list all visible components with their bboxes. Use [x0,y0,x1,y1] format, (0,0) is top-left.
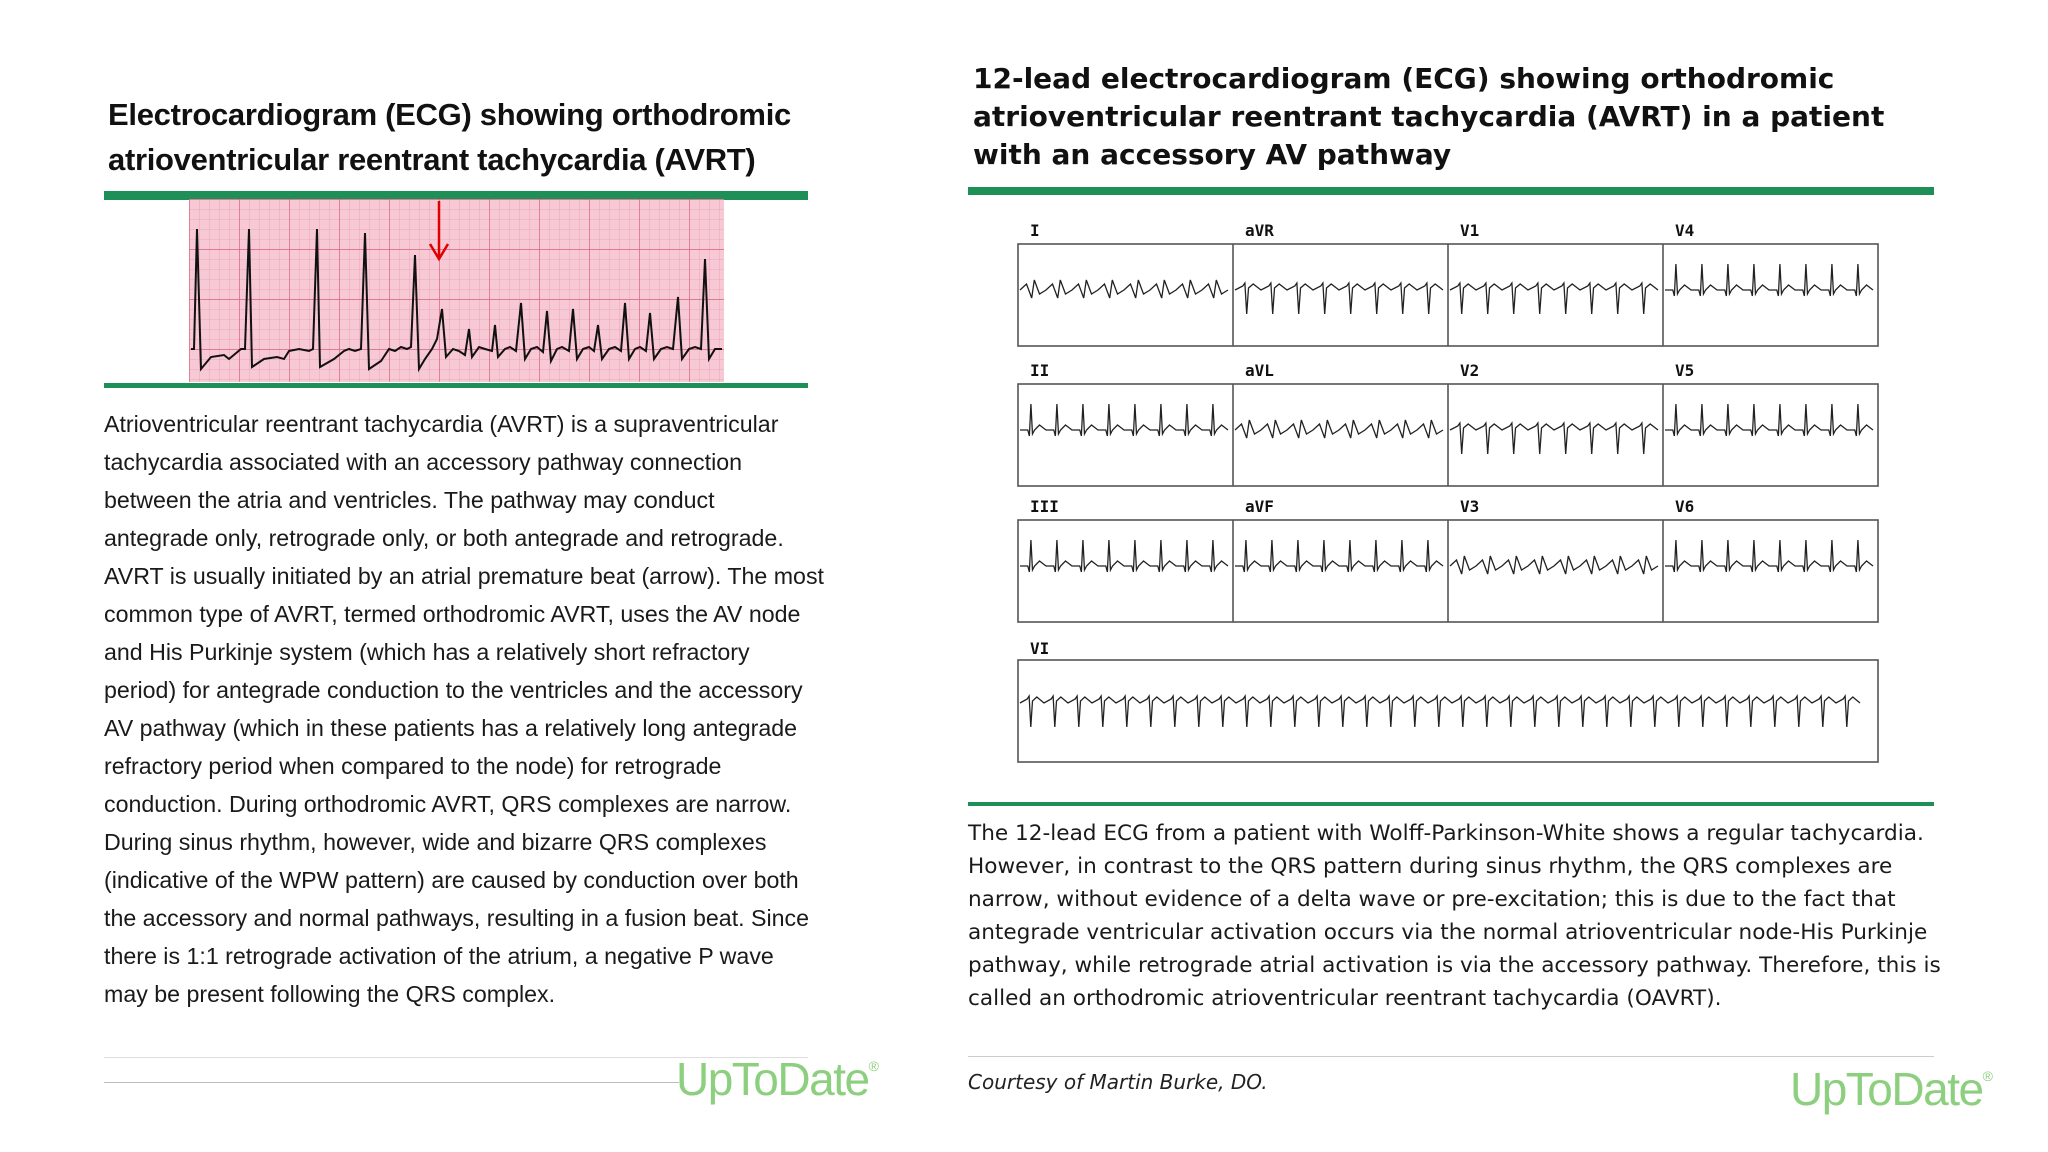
left-description: Atrioventricular reentrant tachycardia (AVRT) is a supraventricular tachycardia associated with an accessory pathway connection between the atria and ventricles. The pathway may conduct antegrade only, retrograde only, or both antegrade and retrograde. AVRT is usually initiated by an atrial premature beat (arrow). The most common type of AVRT, termed orthodromic AVRT, uses the AV node and His Purkinje system (which has a relatively short refractory period) for antegrade conduction to the ventricles and the accessory AV pathway (which in these patients has a relatively long antegrade refractory period when compared to the node) for retrograde conduction. During orthodromic AVRT, QRS complexes are narrow. During sinus rhythm, however, wide and bizarre QRS complexes (indicative of the WPW pattern) are caused by conduction over both the accessory and normal pathways, resulting in a fusion beat. Since there is 1:1 retrograde activation of the atrium, a negative P wave may be present following the QRS complex. [104,411,824,1007]
left-figure-panel [0,0,1000,1152]
lead-trace-v6 [1665,540,1873,572]
lead-trace-i [1020,280,1228,298]
lead-trace-avf [1235,540,1443,572]
lead-trace-ii [1020,404,1228,436]
right-footer-rule [968,1056,1934,1057]
lead-label-iii: III [1030,497,1059,516]
ecg-rhythm-frame [1018,660,1878,762]
lead-label-v5: V5 [1675,361,1695,380]
left-footer-rule [104,1082,679,1083]
lead-trace-v3 [1450,556,1658,574]
registered-mark: ® [1982,1068,1993,1084]
right-figure-divider [968,802,1934,806]
lead-label-v1: V1 [1460,221,1480,240]
uptodate-logo-text: UpToDate [1790,1063,1983,1115]
lead-label-avf: aVF [1245,497,1274,516]
lead-label-vi: VI [1030,639,1050,658]
right-figure-title: 12-lead electrocardiogram (ECG) showing orthodromic atrioventricular reentrant tachycardia (AVRT) in a patient with an accessory AV pathway [973,62,1885,171]
twelve-lead-ecg [1010,218,1890,770]
uptodate-logo [1790,1062,1993,1116]
lead-label-i: I [1030,221,1040,240]
lead-trace-iii [1020,540,1228,572]
lead-trace-v4 [1665,264,1873,296]
lead-trace-avr [1235,283,1443,314]
uptodate-logo [676,1052,879,1106]
registered-mark: ® [868,1058,879,1074]
lead-label-v2: V2 [1460,361,1480,380]
right-title-divider [968,187,1934,195]
right-description: The 12-lead ECG from a patient with Wolff-Parkinson-White shows a regular tachycardia. However, in contrast to the QRS pattern during sinus rhythm, the QRS complexes are narrow, without evidence of a delta wave or pre-excitation; this is due to the fact that antegrade ventricular activation occurs via the normal atrioventricular node-His Purkinje pathway, while retrograde atrial activation is via the accessory pathway. Therefore, this is called an orthodromic atrioventricular reentrant tachycardia (OAVRT). [968,821,1941,1011]
lead-label-v3: V3 [1460,497,1480,516]
lead-label-avl: aVL [1245,361,1274,380]
lead-label-avr: aVR [1245,221,1274,240]
lead-label-v6: V6 [1675,497,1695,516]
left-figure-title: Electrocardiogram (ECG) showing orthodromic atrioventricular reentrant tachycardia (AVRT) [108,97,791,177]
lead-label-ii: II [1030,361,1050,380]
rhythm-strip-ecg [189,199,724,382]
ecg-grid [189,199,724,382]
lead-trace-v2 [1450,423,1658,454]
uptodate-logo-text: UpToDate [676,1053,869,1105]
lead-trace-v1 [1450,283,1658,314]
lead-trace-avl [1235,420,1443,438]
image-credit: Courtesy of Martin Burke, DO. [968,1070,1268,1094]
lead-trace-rhythm [1020,696,1860,727]
lead-label-v4: V4 [1675,221,1695,240]
lead-trace-v5 [1665,404,1873,436]
left-figure-divider [104,383,808,388]
